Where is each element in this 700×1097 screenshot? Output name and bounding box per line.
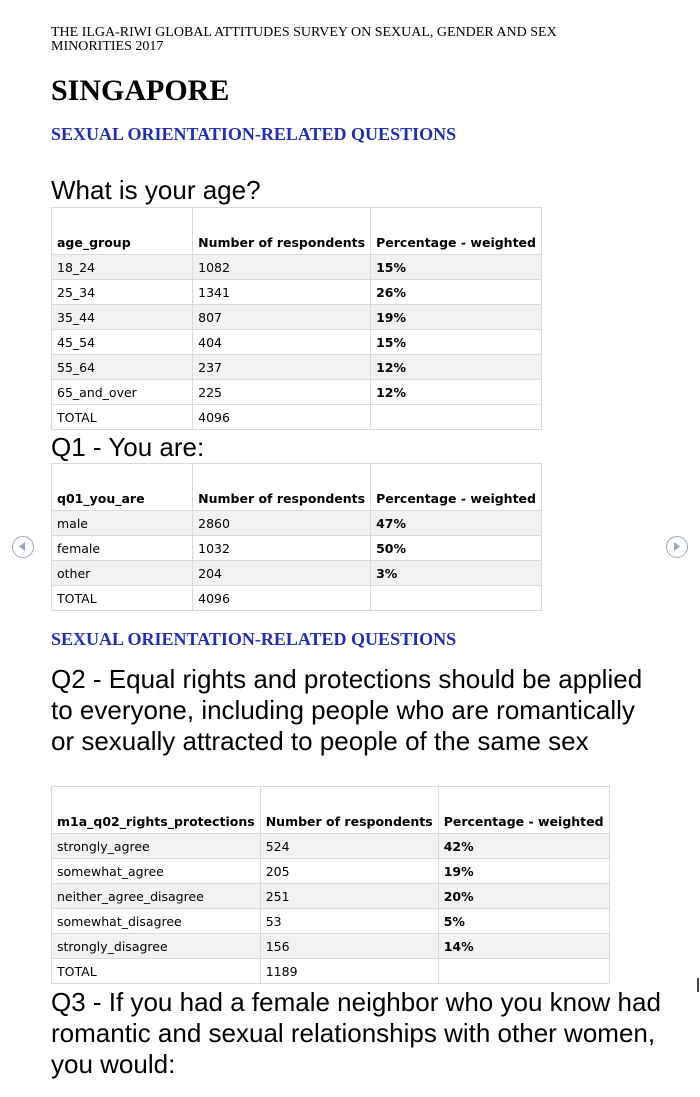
q2-table: [51, 786, 610, 984]
column-header-number: Number of respondents: [260, 787, 438, 834]
row-percentage: 14%: [438, 934, 609, 959]
row-count: 4096: [193, 405, 371, 430]
row-label: other: [52, 561, 193, 586]
question-q2-title: Q2 - Equal rights and protections should be applied to everyone, including people who are romantically or sexually attracted to people of the same sex: [51, 664, 643, 756]
table-row-total: [52, 586, 542, 611]
row-percentage: [438, 959, 609, 984]
row-percentage: 19%: [371, 305, 542, 330]
q1-table: [51, 463, 542, 611]
row-percentage: 19%: [438, 859, 609, 884]
row-label: TOTAL: [52, 586, 193, 611]
row-count: 205: [260, 859, 438, 884]
next-page-button[interactable]: [666, 536, 688, 558]
row-label: somewhat_agree: [52, 859, 261, 884]
row-label: 35_44: [52, 305, 193, 330]
row-count: 225: [193, 380, 371, 405]
row-count: 237: [193, 355, 371, 380]
table-header-row: [52, 464, 542, 511]
scroll-edge-marker: [697, 978, 699, 992]
table-row: [52, 255, 542, 280]
column-header-variable: age_group: [52, 208, 193, 255]
question-q1-title: Q1 - You are:: [51, 432, 205, 462]
row-count: 2860: [193, 511, 371, 536]
row-count: 251: [260, 884, 438, 909]
row-percentage: [371, 586, 542, 611]
row-percentage: 47%: [371, 511, 542, 536]
chevron-left-icon: [13, 537, 32, 556]
row-percentage: 12%: [371, 355, 542, 380]
table-row: [52, 280, 542, 305]
table-row: [52, 355, 542, 380]
row-percentage: 20%: [438, 884, 609, 909]
row-count: 53: [260, 909, 438, 934]
age-table: [51, 207, 542, 430]
row-label: female: [52, 536, 193, 561]
row-count: 1341: [193, 280, 371, 305]
country-title: SINGAPORE: [51, 74, 230, 107]
table-row: [52, 561, 542, 586]
question-age-title: What is your age?: [51, 175, 261, 205]
column-header-percentage: Percentage - weighted: [371, 208, 542, 255]
row-count: 1189: [260, 959, 438, 984]
table-row: [52, 330, 542, 355]
chevron-right-icon: [667, 537, 686, 556]
row-label: neither_agree_disagree: [52, 884, 261, 909]
previous-page-button[interactable]: [12, 536, 34, 558]
row-label: 25_34: [52, 280, 193, 305]
row-percentage: 3%: [371, 561, 542, 586]
table-row: [52, 511, 542, 536]
row-percentage: 42%: [438, 834, 609, 859]
row-label: 45_54: [52, 330, 193, 355]
row-label: 65_and_over: [52, 380, 193, 405]
row-label: somewhat_disagree: [52, 909, 261, 934]
table-row-total: [52, 405, 542, 430]
section-heading: SEXUAL ORIENTATION-RELATED QUESTIONS: [51, 629, 457, 649]
row-count: 807: [193, 305, 371, 330]
column-header-number: Number of respondents: [193, 464, 371, 511]
column-header-variable: q01_you_are: [52, 464, 193, 511]
row-count: 4096: [193, 586, 371, 611]
row-label: TOTAL: [52, 959, 261, 984]
row-count: 524: [260, 834, 438, 859]
column-header-percentage: Percentage - weighted: [438, 787, 609, 834]
row-percentage: 15%: [371, 330, 542, 355]
row-label: strongly_disagree: [52, 934, 261, 959]
table-row: [52, 859, 610, 884]
table-row: [52, 536, 542, 561]
table-row: [52, 305, 542, 330]
survey-title: THE ILGA-RIWI GLOBAL ATTITUDES SURVEY ON SEXUAL, GENDER AND SEX MINORITIES 2017: [51, 25, 557, 54]
row-percentage: 12%: [371, 380, 542, 405]
row-label: male: [52, 511, 193, 536]
section-heading: SEXUAL ORIENTATION-RELATED QUESTIONS: [51, 124, 457, 144]
number-header-label: Number of respondents: [198, 235, 366, 250]
row-percentage: 50%: [371, 536, 542, 561]
table-row: [52, 909, 610, 934]
row-percentage: 15%: [371, 255, 542, 280]
table-row: [52, 834, 610, 859]
row-count: 156: [260, 934, 438, 959]
row-percentage: 5%: [438, 909, 609, 934]
row-label: strongly_agree: [52, 834, 261, 859]
row-count: 1032: [193, 536, 371, 561]
table-row: [52, 884, 610, 909]
row-count: 1082: [193, 255, 371, 280]
row-percentage: 26%: [371, 280, 542, 305]
table-header-row: [52, 208, 542, 255]
table-row-total: [52, 959, 610, 984]
question-q3-title: Q3 - If you had a female neighbor who you know had romantic and sexual relationships with other women, you would:: [51, 987, 661, 1079]
row-label: 18_24: [52, 255, 193, 280]
column-header-number: [193, 208, 371, 255]
row-count: 404: [193, 330, 371, 355]
column-header-percentage: Percentage - weighted: [371, 464, 542, 511]
row-percentage: [371, 405, 542, 430]
table-row: [52, 934, 610, 959]
table-row: [52, 380, 542, 405]
table-header-row: [52, 787, 610, 834]
row-label: 55_64: [52, 355, 193, 380]
row-count: 204: [193, 561, 371, 586]
column-header-variable: m1a_q02_rights_protections: [52, 787, 261, 834]
row-label: TOTAL: [52, 405, 193, 430]
